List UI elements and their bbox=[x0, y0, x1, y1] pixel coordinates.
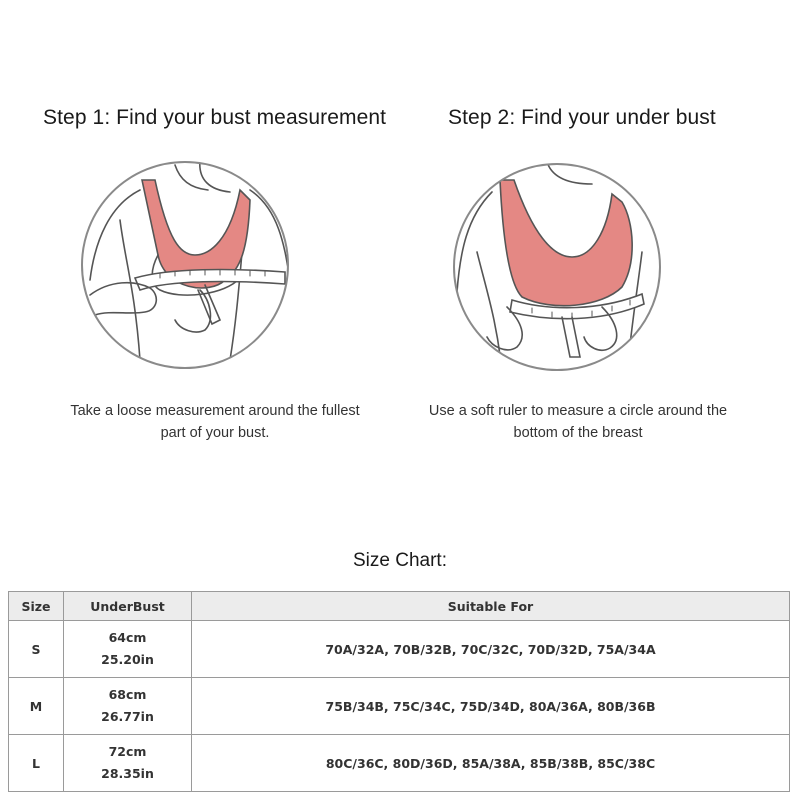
step2-caption bbox=[398, 400, 758, 444]
underbust-in: 26.77in bbox=[101, 709, 154, 724]
underbust-cell bbox=[64, 678, 192, 735]
step1-title: Step 1: Find your bust measurement bbox=[43, 106, 387, 129]
step1-caption-line2: part of your bust. bbox=[160, 425, 270, 441]
step1-caption bbox=[35, 400, 395, 444]
underbust-cm: 68cm bbox=[108, 687, 147, 702]
table-row bbox=[9, 735, 790, 792]
underbust-cell bbox=[64, 735, 192, 792]
underbust-measurement-illustration bbox=[452, 162, 662, 372]
size-cell: S bbox=[9, 621, 64, 678]
step1-caption-line1: Take a loose measurement around the fullest bbox=[70, 403, 360, 419]
underbust-cm: 64cm bbox=[108, 630, 147, 645]
table-row bbox=[9, 621, 790, 678]
underbust-in: 28.35in bbox=[101, 766, 154, 781]
step2-title: Step 2: Find your under bust bbox=[448, 106, 716, 129]
table-row bbox=[9, 678, 790, 735]
underbust-in: 25.20in bbox=[101, 652, 154, 667]
size-cell: M bbox=[9, 678, 64, 735]
size-chart-table bbox=[8, 591, 790, 792]
suitable-for-cell: 80C/36C, 80D/36D, 85A/38A, 85B/38B, 85C/38C bbox=[192, 735, 790, 792]
suitable-for-cell: 75B/34B, 75C/34C, 75D/34D, 80A/36A, 80B/36B bbox=[192, 678, 790, 735]
bust-measurement-illustration bbox=[80, 160, 290, 370]
table-header-row bbox=[9, 592, 790, 621]
step2-caption-line2: bottom of the breast bbox=[513, 425, 643, 441]
suitable-for-cell: 70A/32A, 70B/32B, 70C/32C, 70D/32D, 75A/34A bbox=[192, 621, 790, 678]
underbust-cm: 72cm bbox=[108, 744, 147, 759]
size-chart-title: Size Chart: bbox=[353, 550, 447, 571]
underbust-cell bbox=[64, 621, 192, 678]
step2-caption-line1: Use a soft ruler to measure a circle around the bbox=[428, 403, 728, 419]
suitable-for-header: Suitable For bbox=[192, 592, 790, 621]
underbust-header: UnderBust bbox=[64, 592, 192, 621]
size-cell: L bbox=[9, 735, 64, 792]
size-header: Size bbox=[9, 592, 64, 621]
